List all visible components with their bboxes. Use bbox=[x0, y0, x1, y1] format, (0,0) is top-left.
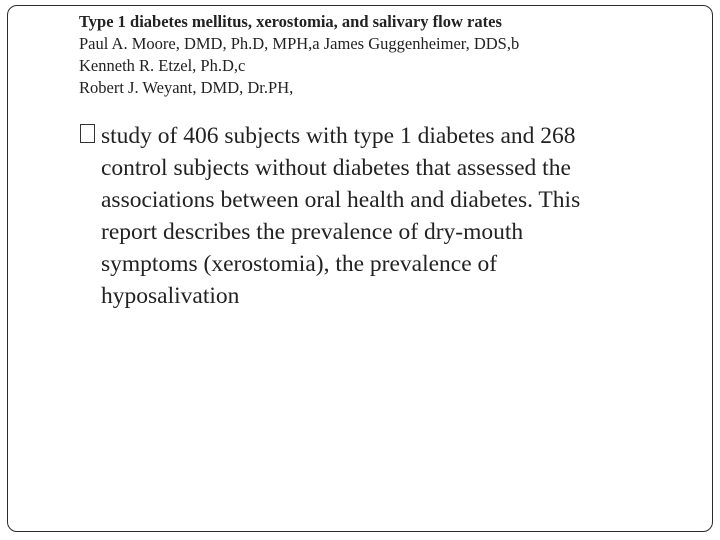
bullet-line: hyposalivation bbox=[101, 283, 240, 309]
author-line: Kenneth R. Etzel, Ph.D,c bbox=[79, 56, 246, 75]
bullet-line: associations between oral health and diabetes. This bbox=[101, 187, 581, 213]
missing-glyph-box-icon bbox=[80, 124, 95, 143]
bullet-line: study of 406 subjects with type 1 diabetes and 268 bbox=[101, 123, 576, 149]
author-line: Robert J. Weyant, DMD, Dr.PH, bbox=[79, 78, 294, 97]
bullet-line: control subjects without diabetes that assessed the bbox=[101, 155, 571, 181]
author-line: Paul A. Moore, DMD, Ph.D, MPH,a James Guggenheimer, DDS,b bbox=[79, 34, 520, 53]
paper-title: Type 1 diabetes mellitus, xerostomia, and salivary flow rates bbox=[79, 12, 502, 31]
bullet-line: symptoms (xerostomia), the prevalence of bbox=[101, 251, 498, 277]
bullet-point bbox=[80, 120, 680, 312]
header bbox=[79, 11, 699, 99]
bullet-line: report describes the prevalence of dry-mouth bbox=[101, 219, 524, 245]
